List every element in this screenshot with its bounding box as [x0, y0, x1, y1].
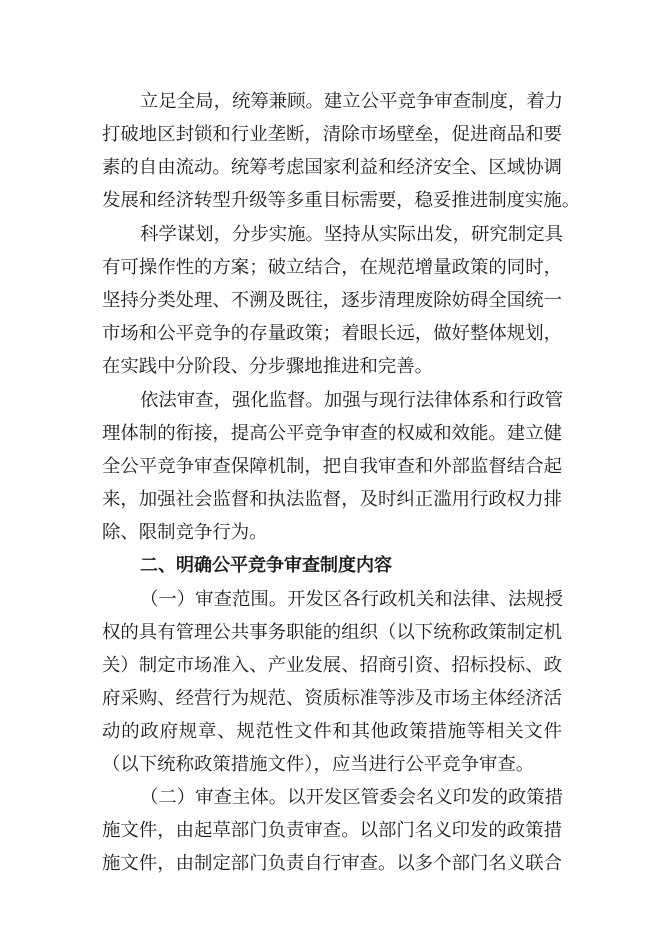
paragraph-3-line-5: 除、限制竞争行为。 — [102, 522, 268, 543]
subject-line-3: 施文件，由制定部门负责自行审查。以多个部门名义联合 — [102, 853, 562, 874]
subject-line-1-text: 以开发区管委会名义印发的政策措 — [287, 787, 564, 808]
subject-line-1 — [140, 785, 562, 811]
paragraph-3-line-1: 依法审查，强化监督。加强与现行法律体系和行政管 — [140, 390, 563, 411]
scope-line-5: 动的政府规章、规范性文件和其他政策措施等相关文件 — [102, 721, 562, 742]
paragraph-1-line-4: 发展和经济转型升级等多重目标需要，稳妥推进制度实施。 — [102, 190, 581, 211]
paragraph-1-line-1: 立足全局，统筹兼顾。建立公平竞争审查制度，着力 — [140, 91, 563, 112]
paragraph-2-line-3: 坚持分类处理、不溯及既往，逐步清理废除妨碍全国统一 — [102, 290, 562, 311]
paragraph-3-line-2: 理体制的衔接，提高公平竞争审查的权威和效能。建立健 — [102, 423, 562, 444]
scope-line-2: 权的具有管理公共事务职能的组织（以下统称政策制定机 — [102, 622, 562, 643]
subject-line-2: 施文件，由起草部门负责审查。以部门名义印发的政策措 — [102, 820, 562, 841]
scope-line-1 — [140, 587, 562, 613]
section-heading: 二、明确公平竞争审查制度内容 — [140, 555, 392, 576]
paragraph-1-line-2: 打破地区封锁和行业垄断，清除市场壁垒，促进商品和要 — [102, 124, 562, 145]
scope-line-1-text: 开发区各行政机关和法律、法规授 — [287, 589, 564, 610]
scope-line-3: 关）制定市场准入、产业发展、招商引资、招标投标、政 — [102, 655, 562, 676]
paragraph-2-line-2: 有可操作性的方案；破立结合，在规范增量政策的同时， — [102, 257, 562, 278]
scope-line-4: 府采购、经营行为规范、资质标准等涉及市场主体经济活 — [102, 688, 562, 709]
paragraph-3-line-3: 全公平竞争审查保障机制，把自我审查和外部监督结合起 — [102, 456, 562, 477]
paragraph-3-line-4: 来，加强社会监督和执法监督，及时纠正滥用行政权力排 — [102, 489, 562, 510]
paragraph-1-line-3: 素的自由流动。统筹考虑国家利益和经济安全、区域协调 — [102, 157, 562, 178]
scope-lead: （一）审查范围。 — [140, 589, 288, 610]
paragraph-2-line-5: 在实践中分阶段、分步骤地推进和完善。 — [102, 356, 434, 377]
scope-line-6: （以下统称政策措施文件），应当进行公平竞争审查。 — [102, 754, 535, 775]
paragraph-2-line-4: 市场和公平竞争的存量政策；着眼长远，做好整体规划， — [102, 323, 562, 344]
subject-lead: （二）审查主体。 — [140, 787, 288, 808]
paragraph-2-line-1: 科学谋划，分步实施。坚持从实际出发，研究制定具 — [140, 224, 563, 245]
